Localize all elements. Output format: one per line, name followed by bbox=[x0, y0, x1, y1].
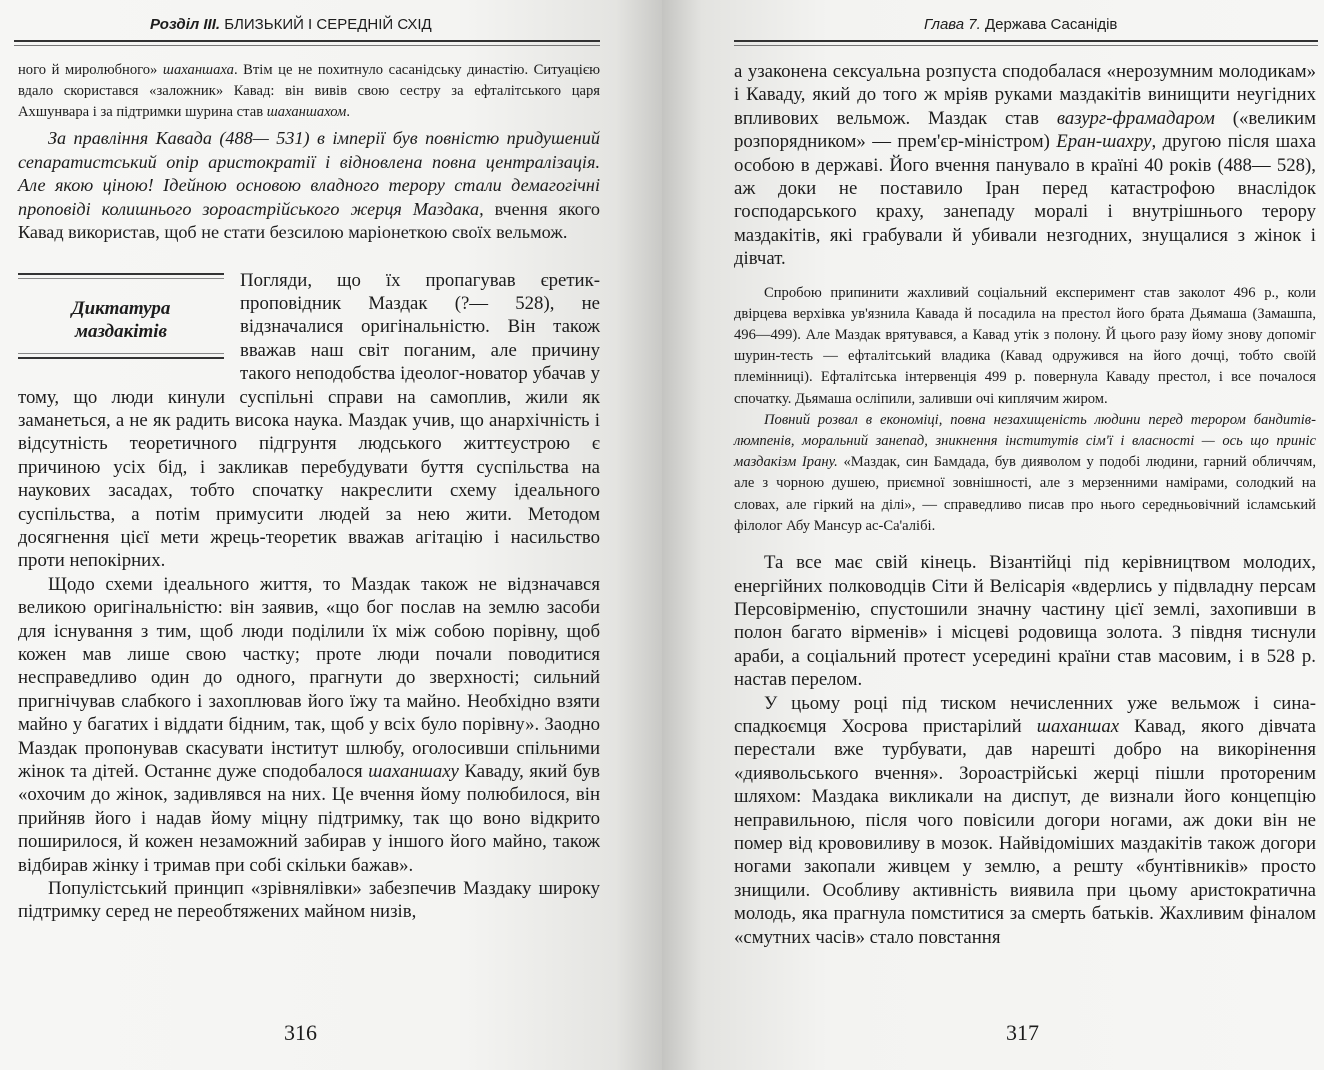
paragraph: Популістський принцип «зрівнялівки» забезпечив Маздаку широку підтримку серед не переобтяжених майном низів, bbox=[18, 878, 600, 923]
italic-text: Повний розвал в економіці, повна незахищеність людини перед терором бандитів-люмпенів, моральний занепад, зникнення інститутів сім'ї і власності — ось що приніс маздакізм Ірану. bbox=[734, 411, 1316, 471]
header-rule bbox=[734, 40, 1318, 46]
running-head-right bbox=[924, 14, 1117, 36]
page-number: 317 bbox=[1006, 1020, 1039, 1045]
chapter-label: Глава 7. bbox=[924, 16, 981, 33]
section-heading-box bbox=[18, 269, 224, 359]
italic-term: шаханшах bbox=[1036, 715, 1120, 737]
divider bbox=[18, 273, 224, 279]
paragraph bbox=[734, 60, 1316, 271]
italic-term: шаханшаху bbox=[368, 761, 459, 783]
emphasis-paragraph bbox=[18, 127, 600, 245]
header-rule bbox=[14, 40, 600, 46]
running-head-left bbox=[150, 14, 432, 36]
paragraph bbox=[734, 692, 1316, 949]
chapter-title: Держава Сасанідів bbox=[980, 16, 1118, 33]
text-run: Каваду, який був «охочим до жінок, задивлявся на них. Це вчення йому полюбилося, він прийняв його і надав йому міцну підтримку, так що воно відкрито поширилося, й кожен незаможний забирав у іншого його майно, також відбирав жінку і тримав при собі скільки бажав». bbox=[18, 761, 601, 876]
text-run: а узаконена сексуальна розпуста сподобалася «нерозумним молодикам» і Каваду, який до того ж мріяв руками маздакітів винищити неугідних впливових вельмож. Маздак став bbox=[734, 61, 1316, 129]
paragraph: Спробою припинити жахливий соціальний експеримент став заколот 496 р., коли двірцева верхівка ув'язнила Кавада й посадила на престол його брата Дьямаша (Замашпа, 496—499). Але Маздак врятувався, а Кавад утік з полону. Й цього разу йому знову допоміг шурин-тесть — ефталітський владика (Кавад одружився на його дочці, тобто своїй племінниці). Ефталітська інтервенція 499 р. повернула Каваду престол, і все почалося спочатку. Дьямаша осліпили, заливши очі киплячим жиром. bbox=[734, 284, 1316, 407]
text-run: . bbox=[346, 104, 351, 120]
page-number: 316 bbox=[284, 1020, 317, 1045]
paragraph bbox=[734, 410, 1316, 537]
text-run: У цьому році під тиском нечисленних уже вельмож і сина-спадкоємця Хосрова пристарілий bbox=[734, 692, 1316, 737]
text-run: За правління Кавада (488— 531) в імперії був повністю придушений сепаратистський опір аристократії і відновлена повна централізація. Але якою ціною! Ідейною основою владного терору стали демагогічні проповіді колишнього зороастрійського жерця Маздака, bbox=[18, 128, 600, 219]
text-run: («великим розпорядником» — прем'єр-міністром) bbox=[734, 107, 1316, 153]
section-title: БЛИЗЬКИЙ І СЕРЕДНІЙ СХІД bbox=[220, 16, 432, 33]
body-block bbox=[734, 551, 1316, 949]
paragraph: Погляди, що їх пропагував єретик-проповідник Маздак (?— 528), не відзначалися оригінальністю. Він також вважав наш світ поганим, але причину такого неподобства ідеолог-новатор убачав у тому, що люди кинули суспільні справи на самоплив, жили як заманеться, а не як радить висока наука. Маздак учив, що анархічність і відсутність теоретичного підгрунтя людського життєустрою є причиною усіх бід, і закликав перебудувати буття суспільства на наукових засадах, тобто спочатку накреслити схему ідеального суспільства, а потім примусити людей за нею жити. Методом досягнення цієї мети жрець-теоретик вважав агітацію і насильство проти непокірних. bbox=[18, 269, 600, 572]
divider bbox=[18, 353, 224, 359]
paragraph bbox=[18, 573, 600, 877]
section-heading-line: Диктатура bbox=[71, 297, 171, 319]
chapter-label: Розділ III. bbox=[150, 16, 221, 33]
italic-term: Еран-шахру bbox=[1056, 131, 1152, 153]
text-run: Кавад, якого дівчата перестали вже турбувати, дав нарешті добро на викорінення «диявольського вчення». Зороастрійські жерці пішли протореним шляхом: Маздака викликали на диспут, де визнали його концепцію неправильною, після чого повісили догори ногами, аж доки він не помер від крововиливу в мозок. Найвідоміших маздакітів також догори ногами закопали живцем у землю, а решту «бунтівників» просто знищили. Особливу активність виявила при цьому аристократична молодь, яка прагнула помститися за смерть батьків. Жахливим фіналом «смутних часів» стало повстання bbox=[734, 715, 1317, 948]
text-run: вчення якого Кавад використав, щоб не стати безсилою маріонеткою своїх вельмож. bbox=[18, 198, 600, 242]
right-page bbox=[662, 0, 1324, 1070]
text-run: , другою після шаха особою в державі. Його вчення панувало в країні 40 років (488— 528), аж доки не поставило Іран перед катастрофою внаслідок господарського краху, занепаду моралі і внутрішнього терору маздакітів, які грабували й убивали незгодних, знущалися з жінок і дівчат. bbox=[734, 131, 1316, 270]
left-text-column bbox=[18, 60, 600, 924]
text-run: ного й миролюбного» bbox=[18, 62, 163, 78]
right-text-column bbox=[734, 60, 1316, 949]
text-run: «Маздак, син Бамдада, був дияволом у подобі людини, гарний обличчям, але з чорною душею, приємної зовнішності, але з мерзенними намірами, солодкий на словах, але гіркий на ділі», — справедливо писав про нього середньовічний ісламський філолог Абу Мансур ас-Са'алібі. bbox=[734, 454, 1316, 534]
italic-term: шаханшаха bbox=[162, 62, 234, 78]
section-heading-line: маздакітів bbox=[74, 320, 168, 342]
italic-term: шаханшахом bbox=[266, 104, 347, 120]
italic-term: вазург-фрамадаром bbox=[1056, 107, 1215, 129]
text-run: Щодо схеми ідеального життя, то Маздак також не відзначався великою оригінальністю: він заявив, «що бог послав на землю засоби для існування з тим, щоб люди поділили їх між собою порівну, щоб кожен мав лише свою частку; проте люди почали поводитися несправедливо один до одного, прагнути до зверхності; сильний пригнічував слабкого і захоплював його їжу та майно. Необхідно взяти майно у багатих і віддати бідним, так, щоб у всіх було порівну». Заодно Маздак пропонував скасувати інститут шлюбу, оголосивши спільними жінок та дітей. Останнє дуже сподобалося bbox=[18, 573, 600, 783]
paragraph: Та все має свій кінець. Візантійці під керівництвом молодих, енергійних полководців Сіти й Велісарія «вдерлись у підвладну персам Персовірменію, спустошили значну частину цієї землі, захопивши в полон багато вірменів» і місцеві родовища золота. З півдня тиснули араби, а соціальний протест усередині країни став масовим, і в 528 р. настав перелом. bbox=[734, 552, 1316, 691]
small-print-block bbox=[734, 283, 1316, 537]
section-mazdakite-dictatorship bbox=[18, 269, 600, 573]
paragraph bbox=[18, 60, 600, 123]
text-run: . Втім це не похитнуло сасанідську династію. Ситуацією вдало скористався «заложник» Кавад: він вивів свою сестру за ефталітського царя Ахшунвара і за підтримки шурина став bbox=[18, 62, 600, 120]
